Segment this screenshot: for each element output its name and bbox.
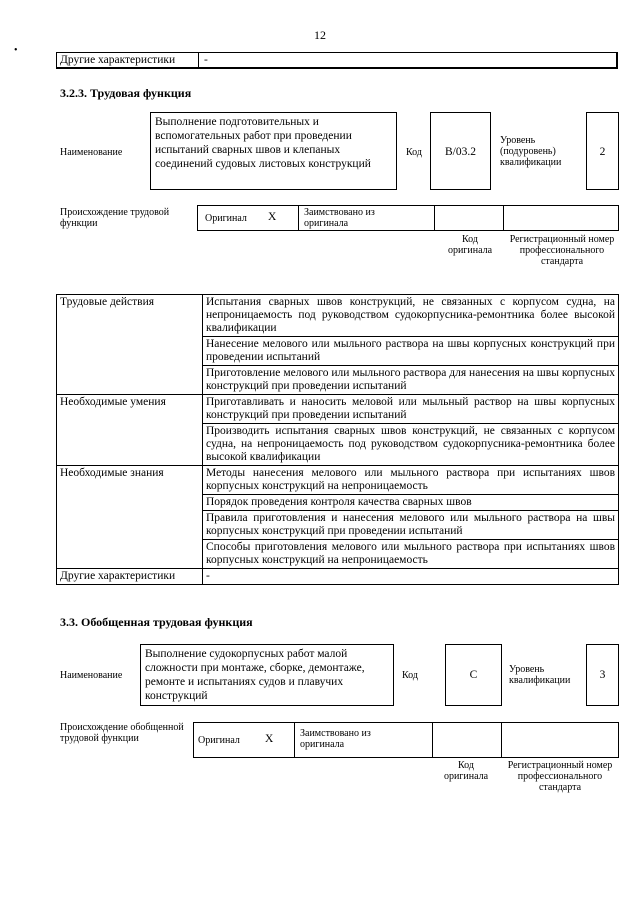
s33-origin-div3 [501,722,502,758]
row-category: Необходимые знания [57,466,203,569]
s322-origin-label: Происхождение трудовой функции [60,207,170,229]
s322-borrowed-label: Заимствовано из оригинала [304,207,375,229]
s33-borrowed-label: Заимствовано из оригинала [300,728,371,750]
s322-name-value: Выполнение подготовительных и вспомогательных работ при проведении испытаний сварных швов и клепаных соединений судовых листовых конструкций [155,116,371,170]
s322-origin-div1 [298,205,299,231]
row-item: Производить испытания сварных швов конструкций, не связанных с корпусом судна, на непроницаемость под руководством судокорпусника-ремонтника более высокой квалификации [203,424,619,466]
s33-name-value: Выполнение судокорпусных работ малой сложности при монтаже, сборке, демонтаже, ремонте и испытаниях судов и плавучих конструкций [145,648,365,702]
s33-level-label: Уровень квалификации [509,664,571,686]
row-item: - [203,569,619,585]
labor-function-table [56,294,619,585]
s33-original-mark: X [265,733,274,745]
row-category: Другие характеристики [57,569,203,585]
s322-code-original-label: Код оригинала [447,234,493,256]
s322-level-label: Уровень (подуровень) квалификации [500,135,562,168]
top-other-value: - [204,54,208,66]
s322-name-label: Наименование [60,147,123,158]
row-item: Правила приготовления и нанесения мелового или мыльного раствора на швы корпусных конструкций при проведении испытаний [203,511,619,540]
s322-code-value: B/03.2 [445,146,476,158]
s322-origin-div3 [503,205,504,231]
page-number: 12 [314,28,326,42]
row-item: Методы нанесения мелового или мыльного раствора при испытаниях швов корпусных конструкций на непроницаемость [203,466,619,495]
s33-code-value: C [469,669,478,681]
margin-mark: • [14,45,18,56]
table-row [57,395,619,424]
table-row [57,466,619,495]
row-item: Способы приготовления мелового или мыльного раствора при испытаниях швов корпусных конструкций на непроницаемость [203,540,619,569]
s322-origin-div2 [434,205,435,231]
row-item: Приготовление мелового или мыльного раствора для нанесения на швы корпусных конструкций при проведении испытаний [203,366,619,395]
section-33-heading: 3.3. Обобщенная трудовая функция [60,615,253,629]
table-row [57,295,619,337]
s33-reg-number-label: Регистрационный номер профессионального стандарта [507,760,613,793]
section-322-heading: 3.2.3. Трудовая функция [60,86,192,100]
top-other-divider [198,52,199,69]
row-category: Необходимые умения [57,395,203,466]
top-other-label: Другие характеристики [60,54,176,66]
s33-code-label: Код [402,670,418,681]
s33-code-original-label: Код оригинала [443,760,489,782]
table-row [57,569,619,585]
s322-original-mark: X [268,211,277,223]
s33-origin-div1 [294,722,295,758]
s33-original-label: Оригинал [198,735,240,746]
row-item: Испытания сварных швов конструкций, не связанных с корпусом судна, на непроницаемость под руководством судокорпусника-ремонтника более высокой квалификации [203,295,619,337]
s33-origin-div2 [432,722,433,758]
row-item: Порядок проведения контроля качества сварных швов [203,495,619,511]
s322-level-value: 2 [599,146,606,158]
s322-original-label: Оригинал [205,213,247,224]
row-category: Трудовые действия [57,295,203,395]
row-item: Приготавливать и наносить меловой или мыльный раствор на швы корпусных конструкций при проведении испытаний [203,395,619,424]
s33-name-label: Наименование [60,670,123,681]
row-item: Нанесение мелового или мыльного раствора на швы корпусных конструкций при проведении испытаний [203,337,619,366]
s322-code-label: Код [406,147,422,158]
s33-origin-label: Происхождение обобщенной трудовой функции [60,722,184,744]
s33-level-value: 3 [599,669,606,681]
s322-reg-number-label: Регистрационный номер профессионального стандарта [509,234,615,267]
